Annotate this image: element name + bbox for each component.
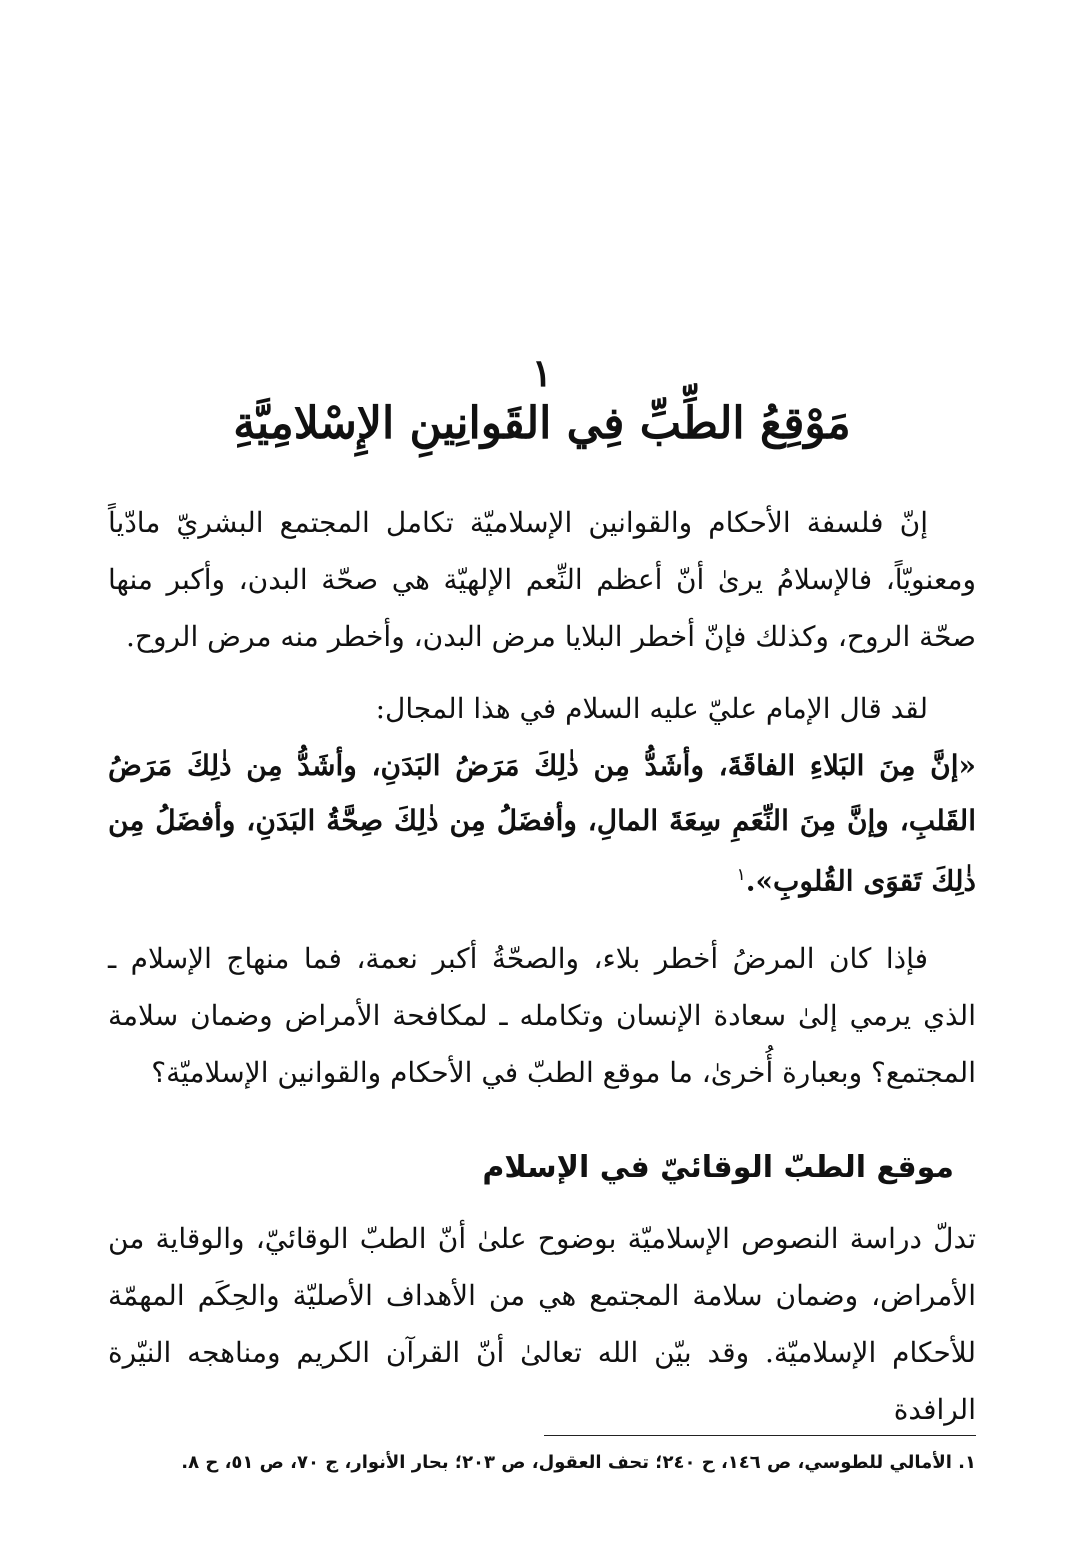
chapter-title: مَوْقِعُ الطِّبِّ فِي القَوانِينِ الإِسْلامِيَّةِ bbox=[233, 398, 851, 449]
paragraph-intro-philosophy bbox=[108, 494, 976, 665]
hadith-quote bbox=[108, 738, 976, 908]
chapter-number: ١ bbox=[531, 350, 553, 395]
quote-introduction-text: لقد قال الإمام عليّ عليه السلام في هذا المجال: bbox=[375, 692, 928, 725]
footnote-reference: ١ bbox=[736, 865, 746, 885]
hadith-quote-text: «إنَّ مِنَ البَلاءِ الفاقَةَ، وأشَدُّ مِن ذٰلِكَ مَرَضُ البَدَنِ، وأشَدُّ مِن ذٰلِكَ مَرَضُ القَلبِ، وإنَّ مِنَ النِّعَمِ سِعَةَ المالِ، وأفضَلُ مِن ذٰلِكَ صِحَّةُ البَدَنِ، وأفضَلُ مِن ذٰلِكَ تَقوَى القُلوبِ». bbox=[108, 749, 976, 898]
paragraph-text: تدلّ دراسة النصوص الإسلاميّة بوضوح علىٰ أنّ الطبّ الوقائيّ، والوقاية من الأمراض، وضمان سلامة المجتمع هي من الأهداف الأصليّة والحِكَم المهمّة للأحكام الإسلاميّة. وقد بيّن الله تعالىٰ أنّ القرآن الكريم ومناهجه النيّرة الرافدة bbox=[108, 1222, 976, 1426]
paragraph-question bbox=[108, 930, 976, 1101]
section-heading: موقع الطبّ الوقائيّ في الإسلام bbox=[482, 1150, 954, 1185]
paragraph-text: إنّ فلسفة الأحكام والقوانين الإسلاميّة تكامل المجتمع البشريّ مادّياً ومعنويّاً، فالإسلامُ يرىٰ أنّ أعظم النِّعم الإلهيّة هي صحّة البدن، وأكبر منها صحّة الروح، وكذلك فإنّ أخطر البلايا مرض البدن، وأخطر منه مرض الروح. bbox=[108, 506, 976, 653]
quote-introduction bbox=[108, 680, 976, 737]
footnote: ١. الأمالي للطوسي، ص ١٤٦، ح ٢٤٠؛ تحف العقول، ص ٢٠٣؛ بحار الأنوار، ج ٧٠، ص ٥١، ح ٨. bbox=[181, 1452, 976, 1473]
paragraph-preventive-medicine bbox=[108, 1210, 976, 1438]
paragraph-text: فإذا كان المرضُ أخطر بلاء، والصحّةُ أكبر نعمة، فما منهاج الإسلام ـ الذي يرمي إلىٰ سعادة الإنسان وتكامله ـ لمكافحة الأمراض وضمان سلامة المجتمع؟ وبعبارة أُخرىٰ، ما موقع الطبّ في الأحكام والقوانين الإسلاميّة؟ bbox=[108, 942, 976, 1089]
footnote-divider bbox=[544, 1435, 976, 1436]
hadith-quote-paragraph bbox=[108, 738, 976, 908]
